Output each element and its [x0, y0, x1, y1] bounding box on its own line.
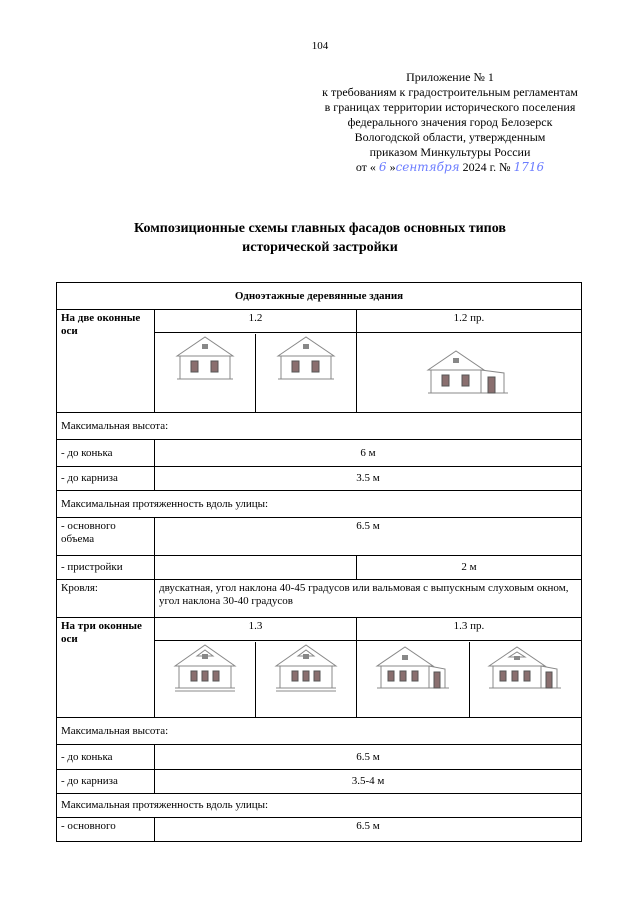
document-title [0, 219, 640, 257]
main-volume-value: 6.5 м [155, 518, 582, 556]
date-month: сентября [395, 160, 460, 174]
ridge-value: 6.5 м [155, 745, 582, 770]
cornice-label: - до карниза [57, 770, 155, 794]
max-length-label: Максимальная протяженность вдоль улицы: [57, 491, 582, 518]
building-types-table [56, 282, 582, 842]
title-line-2: исторической застройки [242, 240, 398, 255]
roof-value: двускатная, угол наклона 40-45 градусов или вальмовая с выпускным слуховым окном, угол наклона 30-40 градусов [155, 580, 582, 618]
date-day: 6 [378, 160, 387, 174]
facade-drawing [357, 642, 469, 717]
type-label: 1.2 пр. [357, 310, 582, 333]
roof-label: Кровля: [57, 580, 155, 618]
extension-label: - пристройки [57, 556, 155, 580]
ridge-label: - до конька [57, 745, 155, 770]
max-length-label: Максимальная протяженность вдоль улицы: [57, 794, 582, 818]
house-facade-icon [173, 642, 237, 694]
house-facade-icon [274, 642, 338, 694]
cornice-value: 3.5 м [155, 467, 582, 491]
ridge-value: 6 м [155, 440, 582, 467]
title-line-1: Композиционные схемы главных фасадов основных типов [134, 221, 506, 236]
facade-drawing [155, 642, 256, 717]
page-number: 104 [311, 40, 329, 52]
order-number: 1716 [513, 160, 545, 174]
date-year: 2024 г. [462, 160, 497, 174]
facade-drawing-cell [155, 333, 357, 413]
extension-empty [155, 556, 357, 580]
facade-drawing-cell [357, 641, 582, 718]
house-with-extension-facade-icon [485, 642, 565, 694]
facade-drawing [155, 334, 256, 412]
appendix-line: приказом Минкультуры России [369, 145, 531, 159]
facade-drawing-cell [155, 641, 357, 718]
block-label: На две оконные оси [57, 310, 155, 413]
max-height-label: Максимальная высота: [57, 718, 582, 745]
date-mid: » [389, 160, 396, 174]
max-height-label: Максимальная высота: [57, 413, 582, 440]
type-label: 1.3 пр. [357, 618, 582, 641]
appendix-line: Приложение № 1 [406, 70, 494, 84]
appendix-header [300, 70, 600, 175]
type-label: 1.2 [155, 310, 357, 333]
cornice-value: 3.5-4 м [155, 770, 582, 794]
facade-drawing [256, 334, 357, 412]
facade-drawing-cell [357, 333, 582, 413]
block-label: На три оконные оси [57, 618, 155, 718]
main-volume-value: 6.5 м [155, 818, 582, 842]
section-header: Одноэтажные деревянные здания [57, 283, 582, 310]
ridge-label: - до конька [57, 440, 155, 467]
appendix-date-line [300, 160, 600, 175]
date-prefix: от « [355, 160, 376, 174]
appendix-line: Вологодской области, утвержденным [354, 130, 546, 144]
type-label: 1.3 [155, 618, 357, 641]
house-with-extension-facade-icon [424, 348, 514, 398]
house-facade-icon [274, 334, 338, 384]
appendix-line: в границах территории исторического поселения [324, 100, 576, 114]
extension-value: 2 м [357, 556, 582, 580]
facade-drawing [256, 642, 357, 717]
main-volume-label: - основного объема [57, 518, 155, 556]
number-prefix: № [499, 160, 511, 174]
house-facade-icon [173, 334, 237, 384]
appendix-line: федерального значения город Белозерск [347, 115, 553, 129]
house-with-extension-facade-icon [373, 642, 453, 694]
appendix-line: к требованиям к градостроительным регламентам [322, 85, 578, 99]
facade-drawing [469, 642, 581, 717]
main-volume-label: - основного [57, 818, 155, 842]
cornice-label: - до карниза [57, 467, 155, 491]
